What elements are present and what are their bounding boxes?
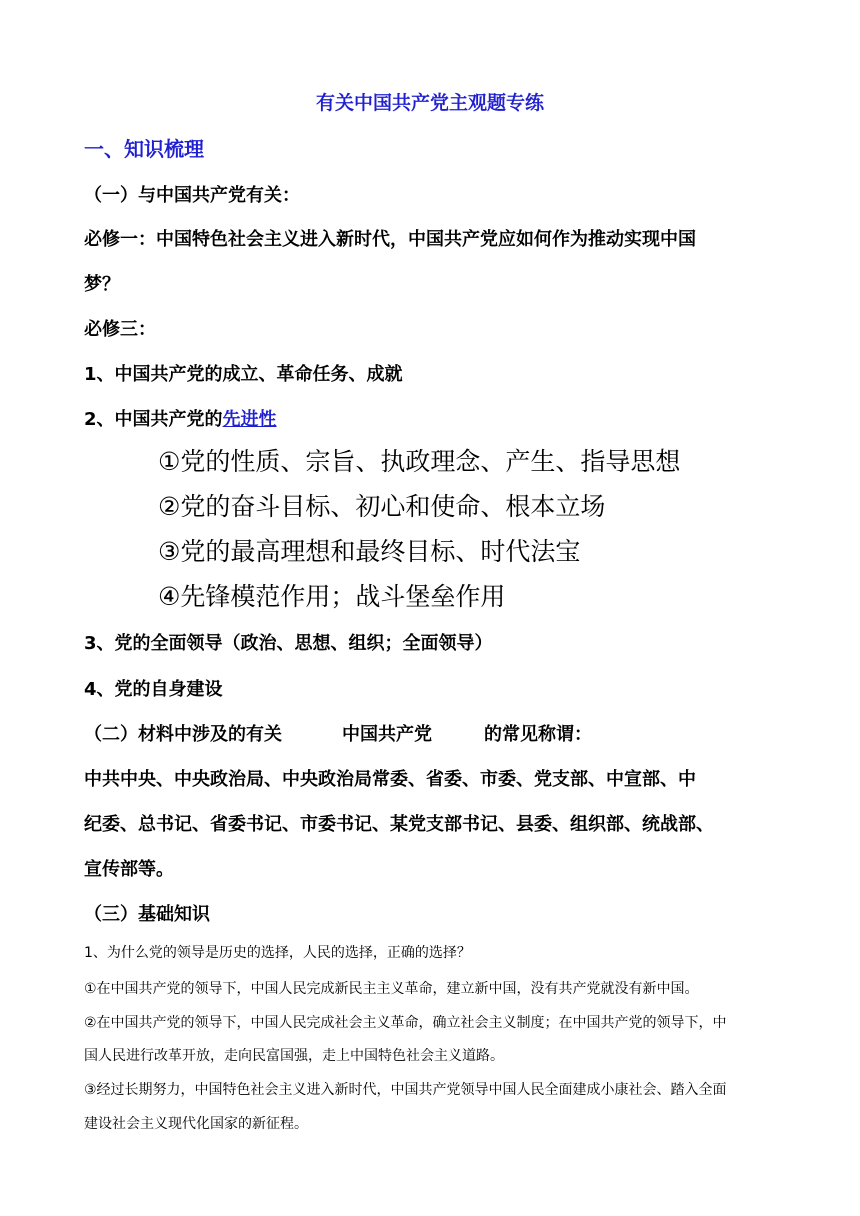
- titles-line-3: 宣传部等。: [84, 859, 174, 880]
- subheading-basic-knowledge: （三）基础知识: [84, 904, 210, 925]
- item-3: 3、党的全面领导（政治、思想、组织；全面领导）: [84, 633, 493, 654]
- item-2-prefix: 2、中国共产党的: [84, 409, 223, 430]
- answer-line-3: 国人民进行改革开放，走向民富国强，走上中国特色社会主义道路。: [84, 1048, 504, 1064]
- page-title: 有关中国共产党主观题专练: [315, 92, 544, 114]
- answer-line-2: ②在中国共产党的领导下，中国人民完成社会主义革命，确立社会主义制度；在中国共产党的领导下，中: [84, 1015, 727, 1031]
- subheading-titles-part-3: 的常见称谓：: [484, 724, 592, 745]
- answer-line-1: ①在中国共产党的领导下，中国人民完成新民主主义革命，建立新中国，没有共产党就没有新中国。: [84, 981, 699, 997]
- advanced-point-1: ①党的性质、宗旨、执政理念、产生、指导思想: [158, 447, 681, 476]
- item-4: 4、党的自身建设: [84, 679, 223, 700]
- subheading-titles-part-2: 中国共产党: [342, 724, 432, 745]
- compulsory-one-line-1: 必修一：中国特色社会主义进入新时代，中国共产党应如何作为推动实现中国: [84, 229, 696, 250]
- titles-line-1: 中共中央、中央政治局、中央政治局常委、省委、市委、党支部、中宣部、中: [84, 769, 696, 790]
- subheading-titles: [84, 726, 592, 744]
- advanced-nature-link[interactable]: 先进性: [222, 409, 277, 430]
- titles-line-2: 纪委、总书记、省委书记、市委书记、某党支部书记、县委、组织部、统战部、: [84, 814, 714, 835]
- section-heading-knowledge: 一、知识梳理: [84, 137, 204, 161]
- advanced-point-4: ④先锋模范作用；战斗堡垒作用: [158, 582, 506, 611]
- subheading-related: （一）与中国共产党有关：: [84, 185, 300, 206]
- item-2: [84, 411, 277, 429]
- advanced-point-3: ③党的最高理想和最终目标、时代法宝: [158, 537, 581, 566]
- answer-line-4: ③经过长期努力，中国特色社会主义进入新时代，中国共产党领导中国人民全面建成小康社会、踏入全面: [84, 1082, 727, 1098]
- answer-line-5: 建设社会主义现代化国家的新征程。: [84, 1116, 308, 1132]
- compulsory-one-line-2: 梦？: [84, 274, 120, 295]
- advanced-point-2: ②党的奋斗目标、初心和使命、根本立场: [158, 492, 606, 521]
- item-1: 1、中国共产党的成立、革命任务、成就: [84, 364, 403, 385]
- compulsory-three: 必修三：: [84, 319, 156, 340]
- question-1: 1、为什么党的领导是历史的选择，人民的选择，正确的选择？: [84, 945, 471, 961]
- subheading-titles-part-1: （二）材料中涉及的有关: [84, 724, 282, 745]
